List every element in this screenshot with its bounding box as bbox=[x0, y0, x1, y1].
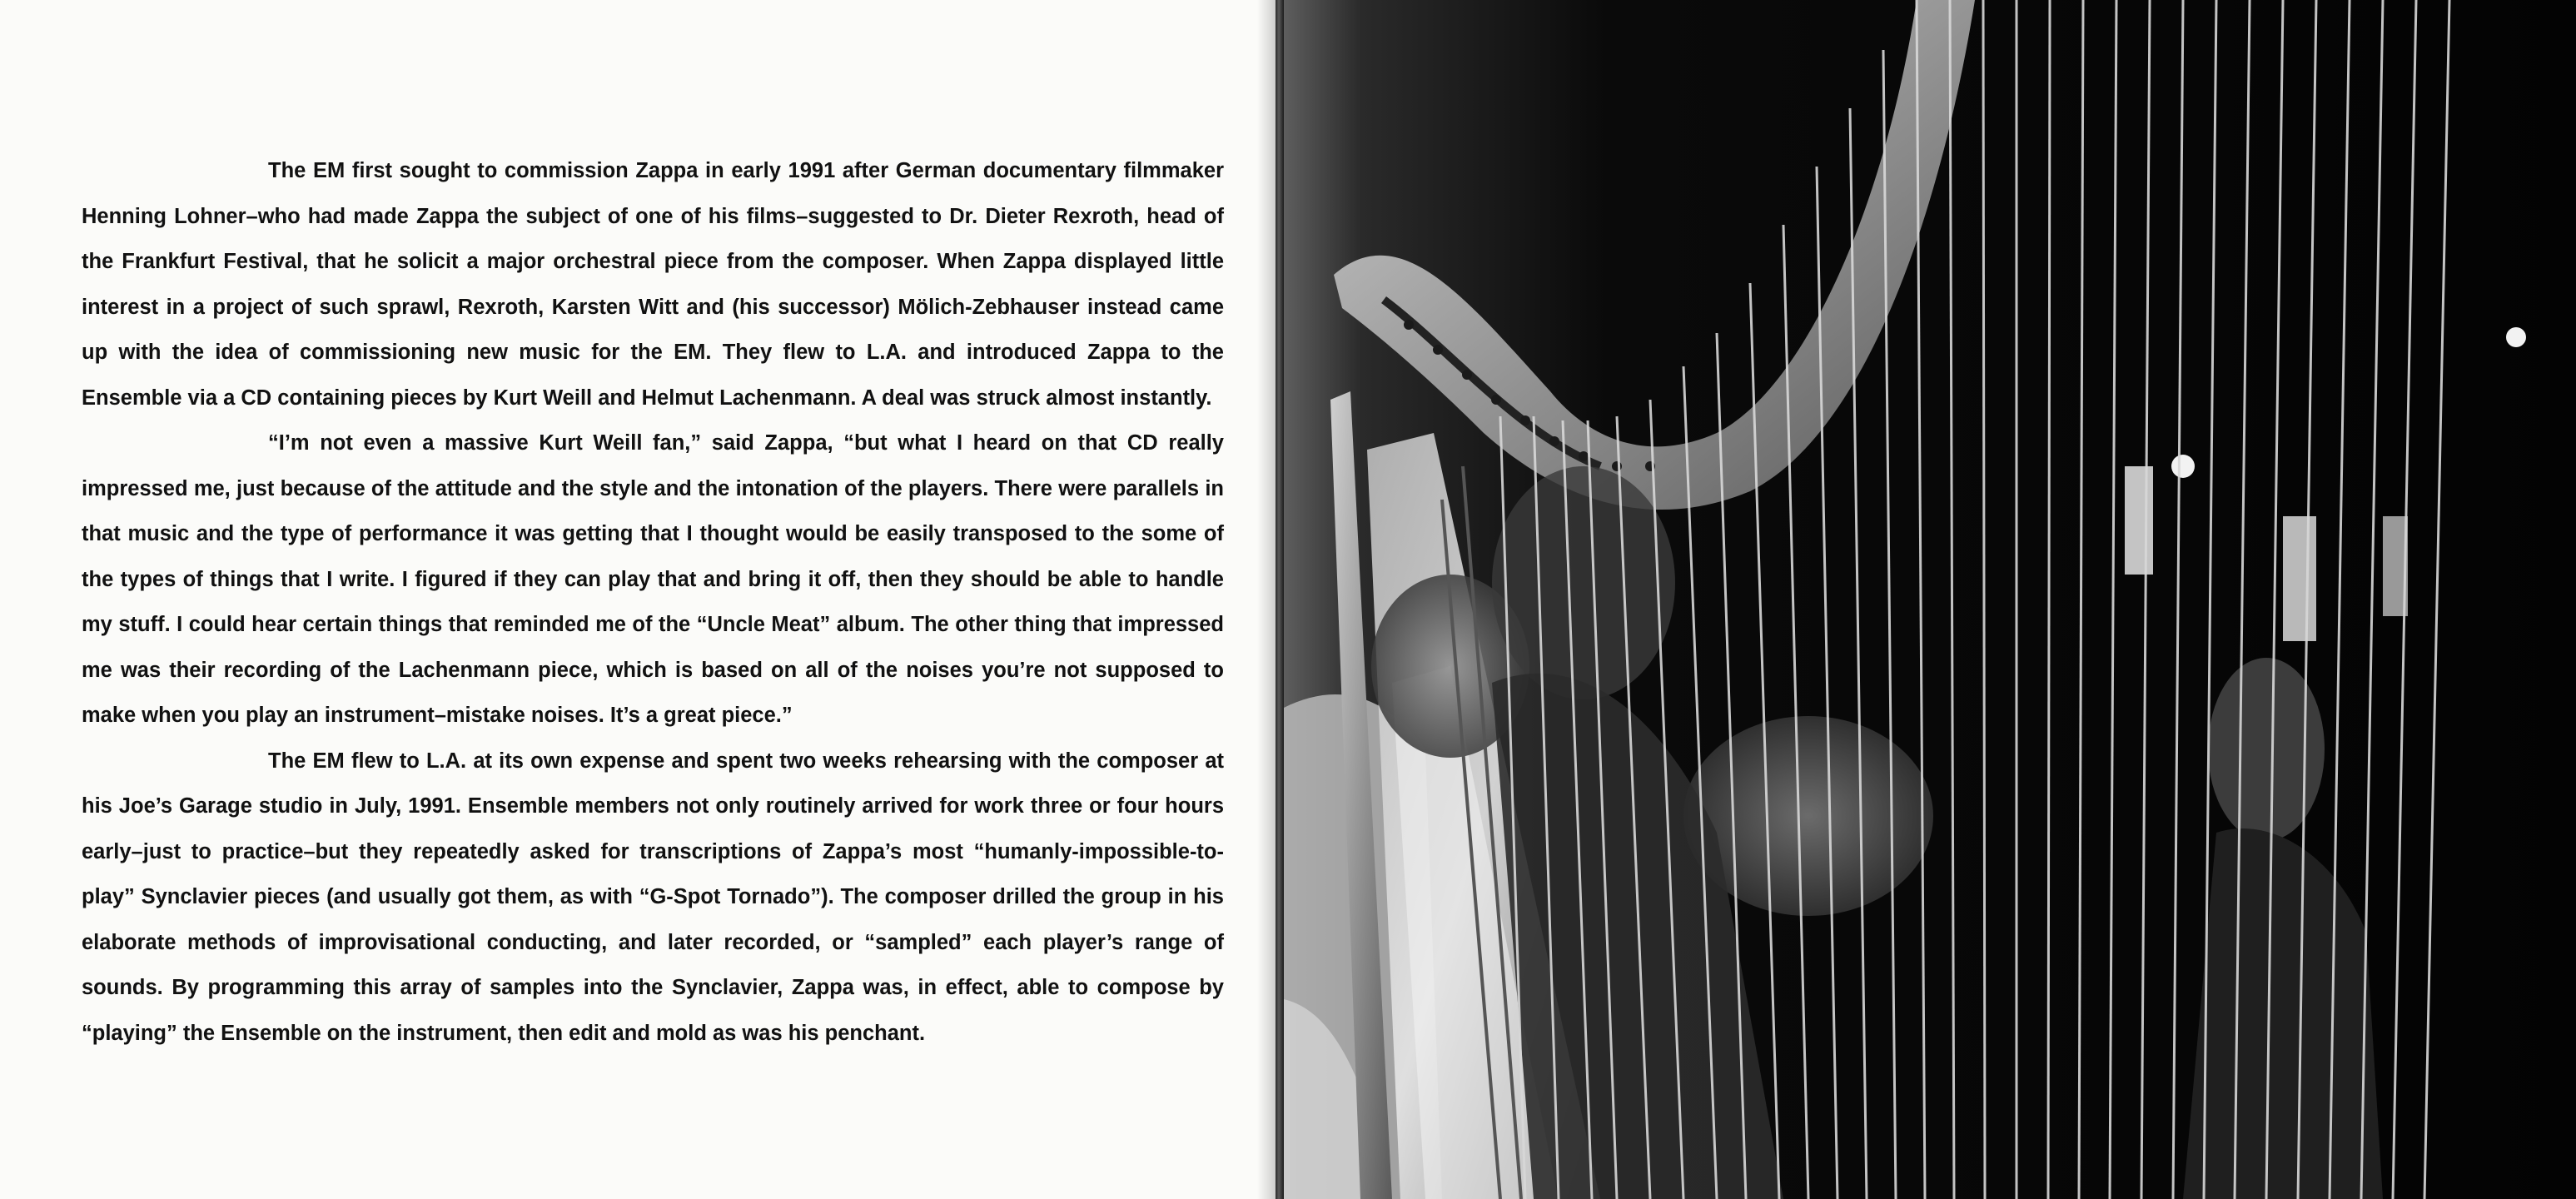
article-body bbox=[82, 148, 1224, 1056]
page-gutter bbox=[1276, 0, 1284, 1199]
harp-photo-illustration bbox=[1284, 0, 2576, 1199]
text-page bbox=[0, 0, 1276, 1199]
paragraph: “I’m not even a massive Kurt Weill fan,” said Zappa, “but what I heard on that CD really impressed me, just because of the attitude and the style and the intonation of the players. There were parallels in that music and the type of performance it was getting that I thought would be easily transposed to the some of the types of things that I write. I figured if they can play that and bring it off, then they should be able to handle my stuff. I could hear certain things that reminded me of the “Uncle Meat” album. The other thing that impressed me was their recording of the Lachenmann piece, which is based on all of the noises you’re not supposed to make when you play an instrument–mistake noises. It’s a great piece.” bbox=[82, 431, 1224, 727]
paragraph: The EM first sought to commission Zappa in early 1991 after German documentary filmmaker Henning Lohner–who had made Zappa the subject of one of his films–suggested to Dr. Dieter Rexroth, head of the Frankfurt Festival, that he solicit a major orchestral piece from the composer. When Zappa displayed little interest in a project of such sprawl, Rexroth, Karsten Witt and (his successor) Mölich-Zebhauser instead came up with the idea of commissioning new music for the EM. They flew to L.A. and introduced Zappa to the Ensemble via a CD containing pieces by Kurt Weill and Helmut Lachenmann. A deal was struck almost instantly. bbox=[82, 159, 1224, 410]
harpist-photo bbox=[1284, 0, 2576, 1199]
paragraph: The EM flew to L.A. at its own expense and spent two weeks rehearsing with the composer at his Joe’s Garage studio in July, 1991. Ensemble members not only routinely arrived for work three or four hours early–just to practice–but they repeatedly asked for transcriptions of Zappa’s most “humanly-impossible-to-play” Synclavier pieces (and usually got them, as with “G-Spot Tornado”). The composer drilled the group in his elaborate methods of improvisational conducting, and later recorded, or “sampled” each player’s range of sounds. By programming this array of samples into the Synclavier, Zappa was, in effect, able to compose by “playing” the Ensemble on the instrument, then edit and mold as was his penchant. bbox=[82, 749, 1224, 1045]
